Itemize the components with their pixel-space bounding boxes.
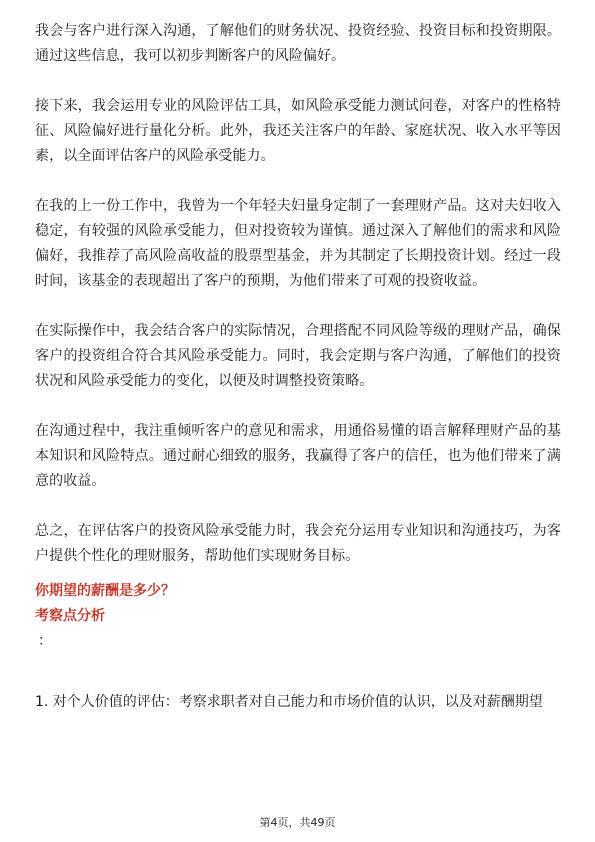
paragraph-2: 接下来，我会运用专业的风险评估工具，如风险承受能力测试问卷，对客户的性格特征、风险偏好进行量化分析。此外，我还关注客户的年龄、家庭状况、收入水平等因素，以全面评估客户的风险承受能力。 xyxy=(35,98,561,164)
paragraph-3: 在我的上一份工作中，我曾为一个年轻夫妇量身定制了一套理财产品。这对夫妇收入稳定，有较强的风险承受能力，但对投资较为谨慎。通过深入了解他们的需求和风险偏好，我推荐了高风险高收益的股票型基金，并为其制定了长期投资计划。经过一段时间，该基金的表现超出了客户的预期，为他们带来了可观的投资收益。 xyxy=(35,198,561,289)
analysis-heading: 考察点分析 xyxy=(35,608,105,624)
paragraph-1: 我会与客户进行深入沟通，了解他们的财务状况、投资经验、投资目标和投资期限。通过这些信息，我可以初步判断客户的风险偏好。 xyxy=(35,23,561,64)
paragraph-6: 总之，在评估客户的投资风险承受能力时，我会充分运用专业知识和沟通技巧，为客户提供个性化的理财服务，帮助他们实现财务目标。 xyxy=(35,523,561,564)
question-heading: 你期望的薪酬是多少？ xyxy=(35,583,175,599)
paragraph-5: 在沟通过程中，我注重倾听客户的意见和需求，用通俗易懂的语言解释理财产品的基本知识和风险特点。通过耐心细致的服务，我赢得了客户的信任，也为他们带来了满意的收益。 xyxy=(35,423,561,489)
colon-text: ： xyxy=(38,633,52,649)
page-content xyxy=(35,19,561,715)
list-item-1: 1. 对个人价值的评估：考察求职者对自己能力和市场价值的认识，以及对薪酬期望 xyxy=(35,694,543,710)
paragraph-4: 在实际操作中，我会结合客户的实际情况，合理搭配不同风险等级的理财产品，确保客户的投资组合符合其风险承受能力。同时，我会定期与客户沟通，了解他们的投资状况和风险承受能力的变化，以便及时调整投资策略。 xyxy=(35,323,561,389)
page-footer: 第4页，共49页 xyxy=(259,816,336,829)
